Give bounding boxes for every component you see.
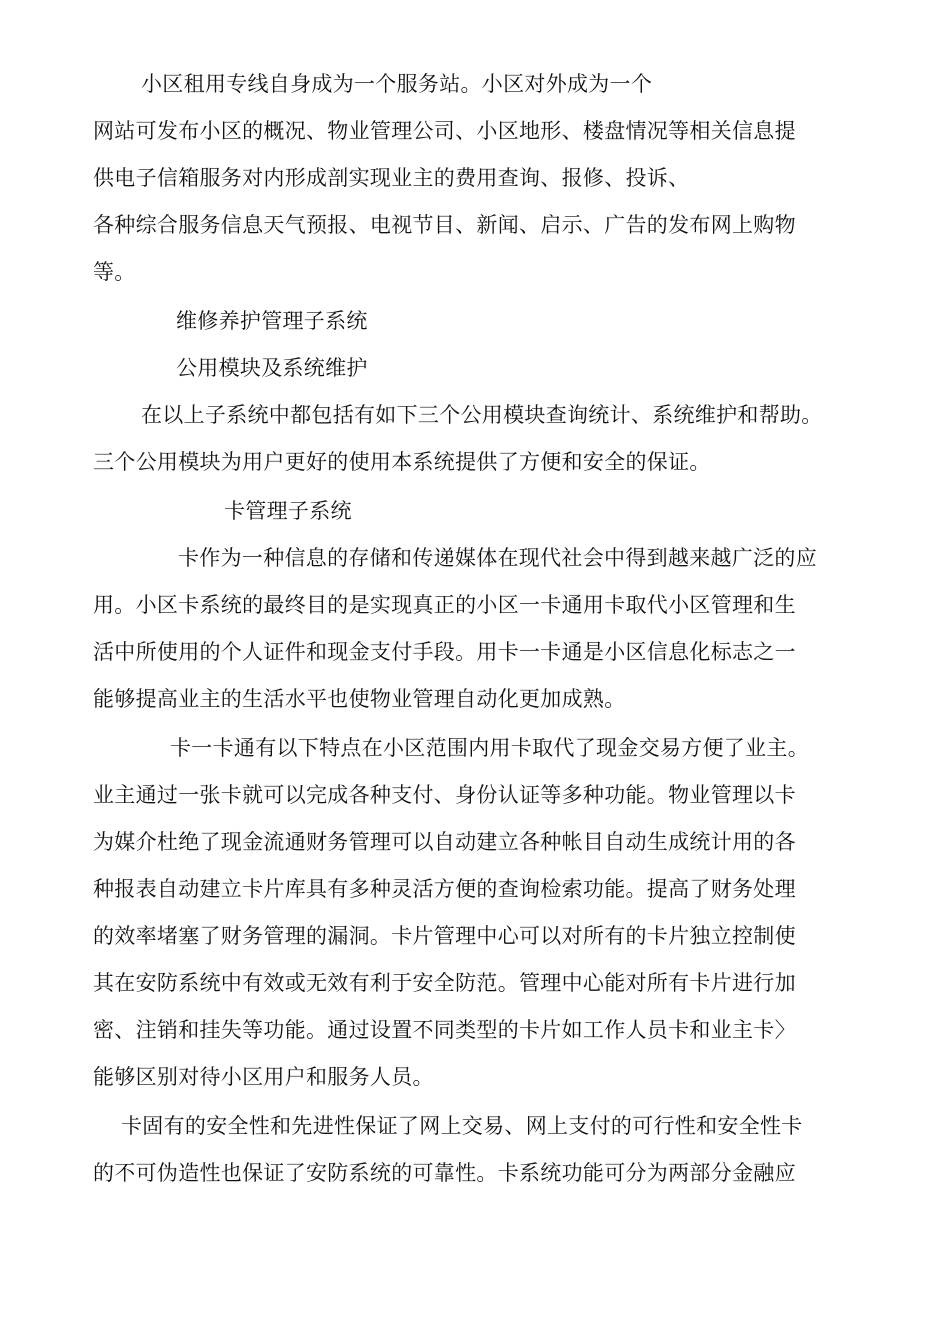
text-line: 网站可发布小区的概况、物业管理公司、小区地形、楼盘情况等相关信息提 xyxy=(93,119,796,143)
text-line: 在以上子系统中都包括有如下三个公用模块查询统计、系统维护和帮助。 xyxy=(141,403,823,427)
text-line: 活中所使用的个人证件和现金支付手段。用卡一卡通是小区信息化标志之一 xyxy=(93,640,796,664)
text-line: 小区租用专线自身成为一个服务站。小区对外成为一个 xyxy=(141,72,653,96)
text-line: 能够区别对待小区用户和服务人员。 xyxy=(93,1065,434,1089)
text-line: 卡固有的安全性和先进性保证了网上交易、网上支付的可行性和安全性卡 xyxy=(121,1114,803,1138)
text-line: 等。 xyxy=(93,260,136,284)
text-line: 为媒介杜绝了现金流通财务管理可以自动建立各种帐目自动生成统计用的各 xyxy=(93,830,796,854)
text-line: 业主通过一张卡就可以完成各种支付、身份认证等多种功能。物业管理以卡 xyxy=(93,783,796,807)
text-line: 种报表自动建立卡片库具有多种灵活方便的查询检索功能。提高了财务处理 xyxy=(93,877,796,901)
text-line: 三个公用模块为用户更好的使用本系统提供了方便和安全的保证。 xyxy=(93,450,711,474)
text-line: 其在安防系统中有效或无效有利于安全防范。管理中心能对所有卡片进行加 xyxy=(93,971,796,995)
text-line: 卡作为一种信息的存储和传递媒体在现代社会中得到越来越广泛的应 xyxy=(178,546,817,570)
text-line: 能够提高业主的生活水平也使物业管理自动化更加成熟。 xyxy=(93,687,626,711)
text-line: 各种综合服务信息天气预报、电视节目、新闻、启示、广告的发布网上购物 xyxy=(93,213,796,237)
text-line: 供电子信箱服务对内形成剖实现业主的费用查询、报修、投诉、 xyxy=(93,166,690,190)
section-heading: 卡管理子系统 xyxy=(224,499,352,523)
text-line: 的不可伪造性也保证了安防系统的可靠性。卡系统功能可分为两部分金融应 xyxy=(93,1161,796,1185)
text-line: 的效率堵塞了财务管理的漏洞。卡片管理中心可以对所有的卡片独立控制使 xyxy=(93,924,796,948)
section-heading: 维修养护管理子系统 xyxy=(176,309,368,333)
section-heading: 公用模块及系统维护 xyxy=(176,356,368,380)
text-line: 卡一卡通有以下特点在小区范围内用卡取代了现金交易方便了业主。 xyxy=(170,736,809,760)
text-line: 密、注销和挂失等功能。通过设置不同类型的卡片如工作人员卡和业主卡〉 xyxy=(93,1018,796,1042)
text-line: 用。小区卡系统的最终目的是实现真正的小区一卡通用卡取代小区管理和生 xyxy=(93,593,796,617)
